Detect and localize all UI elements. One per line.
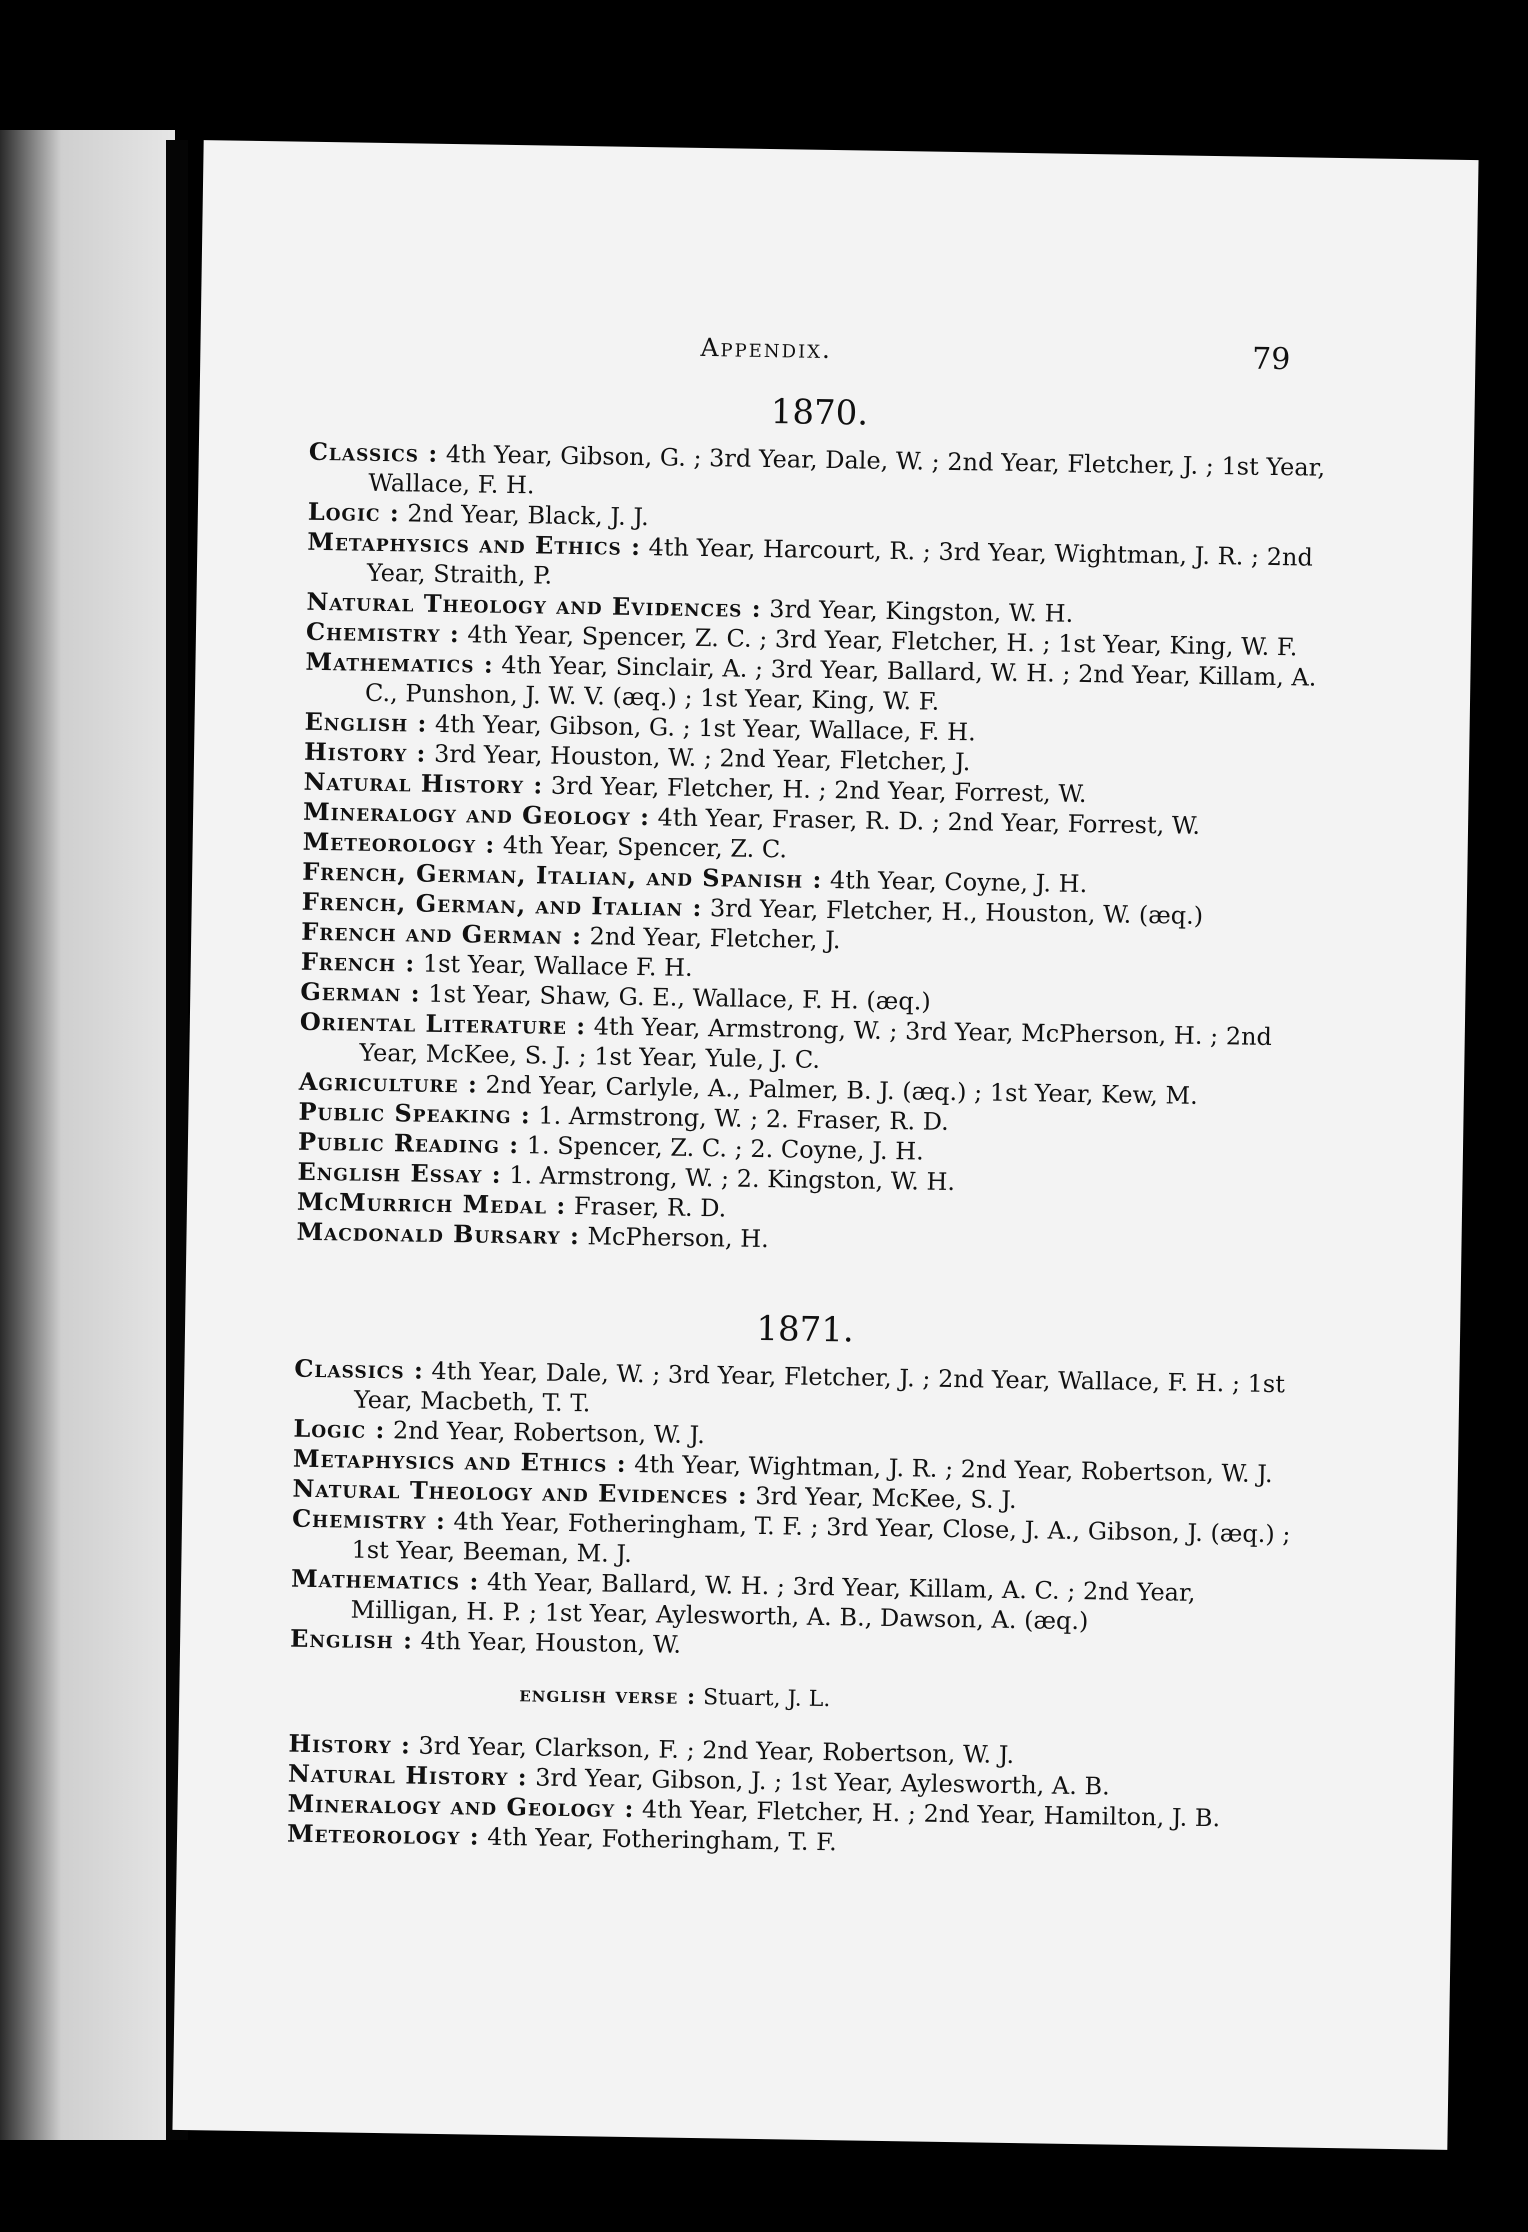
subject-label: Logic : xyxy=(293,1413,386,1445)
facing-page-edge xyxy=(0,130,175,2140)
award-recipients: 3rd Year, Houston, W. ; 2nd Year, Fletcher, J. xyxy=(433,739,971,777)
sections xyxy=(287,385,1330,1865)
subject-label: Oriental Literature : xyxy=(299,1006,587,1041)
subject-label: History : xyxy=(303,736,427,768)
subject-label: McMurrich Medal : xyxy=(296,1186,567,1220)
subject-label: Mathematics : xyxy=(290,1563,480,1596)
subject-label: english verse : xyxy=(519,1681,697,1711)
subject-label: Mineralogy and Geology : xyxy=(302,796,651,832)
year-heading: 1870. xyxy=(770,392,869,434)
award-recipients: Fraser, R. D. xyxy=(573,1192,727,1223)
subject-label: Natural History : xyxy=(287,1758,528,1792)
subject-label: Natural History : xyxy=(303,766,544,800)
subject-label: English Essay : xyxy=(297,1156,502,1189)
subject-label: French and German : xyxy=(301,916,583,951)
page xyxy=(172,140,1478,2150)
award-recipients: 4th Year, Dale, W. ; 3rd Year, Fletcher, J. ; 2nd Year, Wallace, F. H. ; 1st Year, Macbeth, T. T. xyxy=(353,1356,1286,1418)
subject-label: Chemistry : xyxy=(305,616,460,649)
award-recipients: 4th Year, Armstrong, W. ; 3rd Year, McPherson, H. ; 2nd Year, McKee, S. J. ; 1st Year, Yule, J. C. xyxy=(359,1012,1273,1074)
award-recipients: 4th Year, Gibson, G. ; 3rd Year, Dale, W. ; 2nd Year, Fletcher, J. ; 1st Year, Wallace, F. H. xyxy=(368,439,1326,500)
award-recipients: 3rd Year, McKee, S. J. xyxy=(755,1481,1017,1515)
subject-label: English : xyxy=(304,706,428,738)
award-recipients: 4th Year, Sinclair, A. ; 3rd Year, Ballard, W. H. ; 2nd Year, Killam, A. C., Punshon, J. W. V. (æq.) ; 1st Year, King, W. F. xyxy=(364,650,1317,716)
subject-label: Macdonald Bursary : xyxy=(296,1216,581,1251)
subject-label: Public Reading : xyxy=(297,1126,520,1160)
award-recipients: 3rd Year, Fletcher, H., Houston, W. (æq.) xyxy=(709,894,1204,930)
award-recipients: Stuart, J. L. xyxy=(702,1685,831,1713)
award-recipients: 4th Year, Gibson, G. ; 1st Year, Wallace, F. H. xyxy=(434,709,976,747)
award-recipients: 1st Year, Shaw, G. E., Wallace, F. H. (æq.) xyxy=(428,979,931,1016)
award-entry xyxy=(289,1676,1309,1723)
award-recipients: 4th Year, Spencer, Z. C. xyxy=(502,830,788,864)
subject-label: Classics : xyxy=(294,1353,425,1385)
award-recipients: 2nd Year, Robertson, W. J. xyxy=(392,1416,706,1450)
subject-label: Mathematics : xyxy=(305,646,494,679)
award-recipients: McPherson, H. xyxy=(587,1222,770,1254)
award-recipients: 4th Year, Fotheringham, T. F. xyxy=(487,1822,837,1857)
award-recipients: 4th Year, Spencer, Z. C. ; 3rd Year, Fletcher, H. ; 1st Year, King, W. F. xyxy=(467,620,1298,662)
year-section xyxy=(287,1302,1315,1865)
subject-label: Metaphysics and Ethics : xyxy=(292,1443,627,1478)
subject-label: Logic : xyxy=(307,496,401,528)
subject-label: History : xyxy=(288,1728,412,1760)
subject-label: Natural Theology and Evidences : xyxy=(306,586,762,623)
subject-label: French, German, Italian, and Spanish : xyxy=(302,856,823,894)
subject-label: Natural Theology and Evidences : xyxy=(292,1473,748,1510)
award-recipients: 4th Year, Houston, W. xyxy=(420,1626,682,1659)
award-recipients: 1. Spencer, Z. C. ; 2. Coyne, J. H. xyxy=(526,1131,924,1166)
award-recipients: 2nd Year, Carlyle, A., Palmer, B. J. (æq.) ; 1st Year, Kew, M. xyxy=(485,1070,1198,1110)
page-header xyxy=(310,327,1331,393)
running-head: Appendix. xyxy=(700,332,833,365)
year-section xyxy=(296,385,1329,1263)
page-number: 79 xyxy=(1251,341,1291,378)
subject-label: French : xyxy=(300,946,416,978)
subject-label: German : xyxy=(300,976,421,1008)
award-recipients: 1. Armstrong, W. ; 2. Kingston, W. H. xyxy=(509,1161,956,1197)
award-recipients: 2nd Year, Fletcher, J. xyxy=(589,922,841,955)
subject-label: Chemistry : xyxy=(291,1503,447,1536)
award-recipients: 3rd Year, Gibson, J. ; 1st Year, Aylesworth, A. B. xyxy=(535,1763,1110,1801)
award-recipients: 4th Year, Wightman, J. R. ; 2nd Year, Robertson, W. J. xyxy=(634,1450,1273,1489)
award-recipients: 1st Year, Wallace F. H. xyxy=(422,949,693,982)
award-recipients: 3rd Year, Clarkson, F. ; 2nd Year, Robertson, W. J. xyxy=(418,1731,1015,1770)
award-recipients: 2nd Year, Black, J. J. xyxy=(407,499,649,532)
subject-label: French, German, and Italian : xyxy=(301,886,703,923)
award-recipients: 3rd Year, Fletcher, H. ; 2nd Year, Forrest, W. xyxy=(550,771,1087,809)
subject-label: Meteorology : xyxy=(302,826,496,859)
subject-label: Agriculture : xyxy=(298,1066,479,1099)
page-content xyxy=(286,327,1331,1920)
year-heading: 1871. xyxy=(756,1308,855,1351)
subject-label: Meteorology : xyxy=(286,1818,480,1851)
subject-label: Mineralogy and Geology : xyxy=(287,1788,635,1824)
subject-label: Classics : xyxy=(308,436,439,468)
subject-label: English : xyxy=(289,1623,414,1655)
subject-label: Public Speaking : xyxy=(298,1096,531,1130)
award-recipients: 3rd Year, Kingston, W. H. xyxy=(769,595,1074,628)
subject-label: Metaphysics and Ethics : xyxy=(307,526,642,562)
award-recipients: 4th Year, Ballard, W. H. ; 3rd Year, Killam, A. C. ; 2nd Year, Milligan, H. P. ; 1st Year, Aylesworth, A. B., Dawson, A. (æq.) xyxy=(350,1567,1196,1636)
award-recipients: 4th Year, Fletcher, H. ; 2nd Year, Hamilton, J. B. xyxy=(641,1795,1221,1833)
award-recipients: 4th Year, Fraser, R. D. ; 2nd Year, Forrest, W. xyxy=(657,803,1201,840)
award-recipients: 4th Year, Harcourt, R. ; 3rd Year, Wightman, J. R. ; 2nd Year, Straith, P. xyxy=(366,533,1314,590)
award-recipients: 4th Year, Coyne, J. H. xyxy=(829,866,1088,899)
award-recipients: 1. Armstrong, W. ; 2. Fraser, R. D. xyxy=(538,1101,949,1136)
award-recipients: 4th Year, Fotheringham, T. F. ; 3rd Year, Close, J. A., Gibson, J. (æq.) ; 1st Year, Beeman, M. J. xyxy=(351,1507,1291,1569)
